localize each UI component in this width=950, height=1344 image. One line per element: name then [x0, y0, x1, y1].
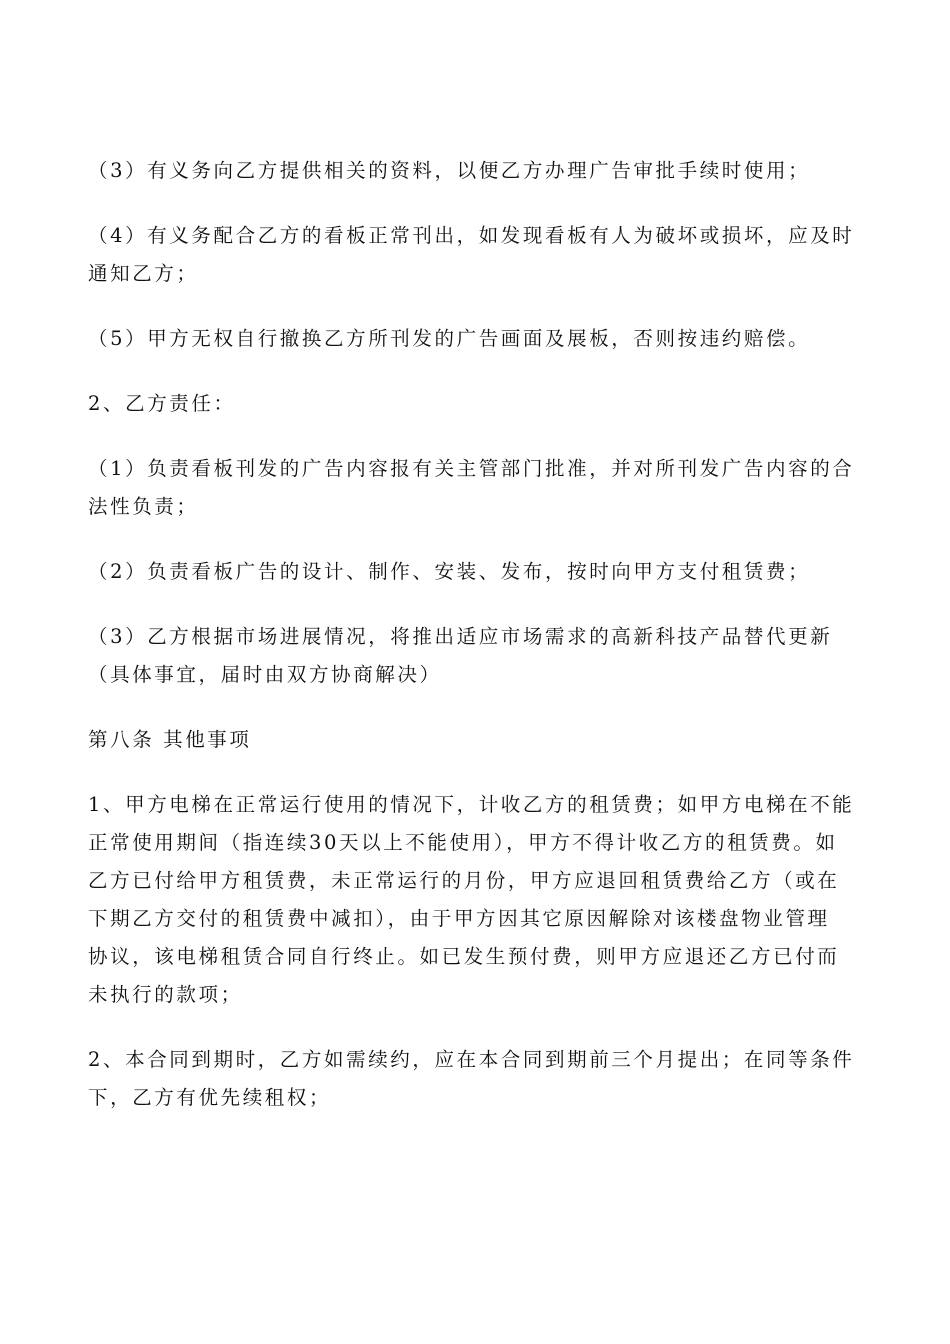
text-line: 未执行的款项； [88, 983, 243, 1006]
text-line: 下，乙方有优先续租权； [88, 1086, 332, 1109]
paragraph-party-a-duty-5 [88, 320, 864, 358]
paragraph-party-b-duty-3 [88, 618, 864, 694]
text-line: （2）负责看板广告的设计、制作、安装、发布，按时向甲方支付租赁费； [88, 560, 811, 583]
text-line: （5）甲方无权自行撤换乙方所刊发的广告画面及展板，否则按违约赔偿。 [88, 327, 811, 350]
text-line: 乙方已付给甲方租赁费，未正常运行的月份，甲方应退回租赁费给乙方（或在 [88, 869, 840, 892]
paragraph-other-matters-1 [88, 786, 864, 1014]
text-line: （具体事宜，届时由双方协商解决） [88, 663, 442, 686]
paragraph-party-b-duty-2 [88, 553, 864, 591]
text-line: 第八条 其他事项 [88, 728, 252, 751]
text-line: （3）乙方根据市场进展情况，将推出适应市场需求的高新科技产品替代更新 [88, 625, 833, 648]
paragraph-party-a-duty-4 [88, 217, 864, 293]
text-line: 1、甲方电梯在正常运行使用的情况下，计收乙方的租赁费；如甲方电梯在不能 [88, 793, 855, 816]
text-line: （4）有义务配合乙方的看板正常刊出，如发现看板有人为破坏或损坏，应及时 [88, 224, 855, 247]
text-line: （1）负责看板刊发的广告内容报有关主管部门批准，并对所刊发广告内容的合 [88, 457, 855, 480]
text-line: 法性负责； [88, 495, 199, 518]
contract-body [88, 152, 864, 1144]
paragraph-other-matters-2 [88, 1041, 864, 1117]
paragraph-party-a-duty-3 [88, 152, 864, 190]
text-line: 2、本合同到期时，乙方如需续约，应在本合同到期前三个月提出；在同等条件 [88, 1048, 855, 1071]
text-line: 协议，该电梯租赁合同自行终止。如已发生预付费，则甲方应退还乙方已付而 [88, 945, 840, 968]
paragraph-party-b-duty-1 [88, 450, 864, 526]
text-line: 2、乙方责任： [88, 392, 236, 415]
text-line: 通知乙方； [88, 262, 199, 285]
article-heading [88, 721, 864, 759]
text-line: 正常使用期间（指连续30天以上不能使用），甲方不得计收乙方的租赁费。如 [88, 831, 838, 854]
text-line: 下期乙方交付的租赁费中减扣），由于甲方因其它原因解除对该楼盘物业管理 [88, 907, 830, 930]
text-line: （3）有义务向乙方提供相关的资料，以便乙方办理广告审批手续时使用； [88, 159, 811, 182]
section-heading-party-b [88, 385, 864, 423]
